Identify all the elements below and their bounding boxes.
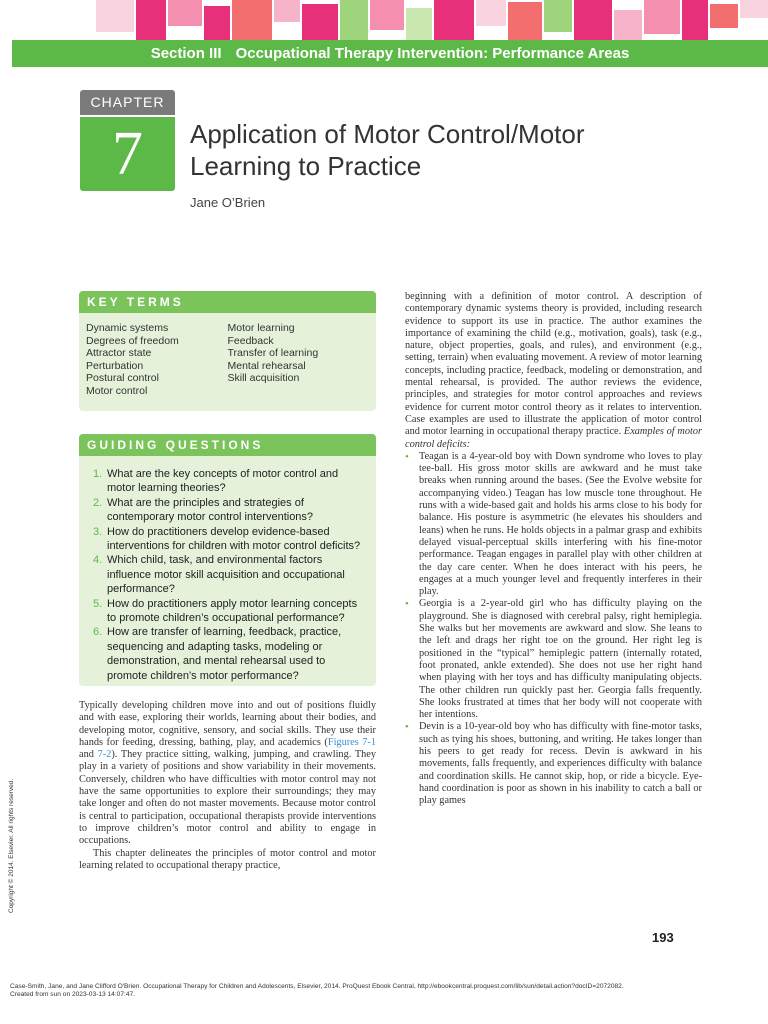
question-number: 3. (93, 525, 103, 538)
chapter-title: Application of Motor Control/Motor Learning to Practice (190, 119, 585, 181)
question-text: What are the key concepts of motor control and motor learning theories? (107, 468, 339, 495)
body-paragraph: This chapter delineates the principles of motor control and motor learning related to occupational therapy practice, (79, 847, 376, 871)
question-text: How do practitioners develop evidence-based interventions for children with motor control deficits? (107, 525, 361, 553)
mosaic-tile (644, 0, 680, 34)
figure-link-7-1[interactable]: Figures 7-1 (327, 736, 376, 748)
case-example-list (405, 451, 702, 808)
key-terms-box (79, 291, 376, 411)
mosaic-tile (682, 0, 708, 40)
guiding-questions-heading: GUIDING QUESTIONS (79, 434, 376, 456)
key-term: Motor learning (227, 322, 295, 334)
key-terms-column-1 (86, 322, 228, 397)
mosaic-tile (302, 4, 338, 40)
bullet-icon: • (405, 721, 409, 734)
guiding-question (93, 525, 368, 554)
guiding-question (93, 625, 368, 683)
left-column-body (79, 700, 376, 872)
guiding-question (93, 597, 368, 626)
mosaic-tile (274, 0, 300, 22)
question-number: 2. (93, 496, 103, 509)
citation-line: Case-Smith, Jane, and Jane Clifford O'Brien. Occupational Therapy for Children and Adolescents, Elsevier, 2014. ProQuest Ebook Central, http://ebookcentral.proquest.com/lib/sun/detail.action?docID=2072082. (10, 983, 624, 990)
mosaic-tile (204, 6, 230, 40)
case-text: Devin is a 10-year-old boy who has difficulty with fine-motor tasks, such as tying his shoes, buttoning, and writing. He takes longer than his peers to get ready for recess. Devin is awkward in his movements, falls frequently, and experiences difficulty with balance and coordination skills. He cannot skip, hop, or ride a bicycle. Eye-hand coordination is poor as shown in his inability to catch a ball or play games (419, 721, 702, 807)
question-number: 6. (93, 626, 103, 639)
key-terms-heading: KEY TERMS (79, 291, 376, 313)
mosaic-tile (136, 0, 166, 40)
question-text: How are transfer of learning, feedback, practice, sequencing and adapting tasks, modeling or demonstration, and mental rehearsal used to promote children’s motor performance? (107, 626, 342, 682)
mosaic-tile (340, 0, 368, 40)
mosaic-tile (544, 0, 572, 32)
header-mosaic-pattern (0, 0, 768, 40)
question-text: Which child, task, and environmental factors influence motor skill acquisition and occupational performance? (107, 554, 345, 596)
guiding-question (93, 553, 368, 596)
section-number: Section III (150, 45, 222, 62)
mosaic-tile (710, 4, 738, 28)
key-term: Feedback (227, 334, 274, 347)
figure-link-7-2[interactable]: 7-2 (97, 749, 112, 761)
paragraph-text: ). They practice sitting, walking, jumping, and crawling. They play in a variety of positions and show variability in their movements. Conversely, children who have difficulties with motor control may not have the same opportunities to explore their surroundings; they may take longer and often do not master movements. Because motor control is central to participation, occupational therapists provide interventions to improve children’s motor control and ability to engage in occupations. (79, 749, 376, 847)
key-term: Postural control (86, 372, 159, 384)
page-number: 193 (652, 930, 674, 945)
guiding-questions-box (79, 434, 376, 686)
case-example (405, 721, 702, 807)
guiding-question (93, 496, 368, 525)
created-line: Created from sun on 2023-03-13 14:07:47. (10, 991, 135, 998)
paragraph-text: beginning with a definition of motor control. A description of contemporary dynamic systems theory is provided, including research evidence to support its use in practice. The author examines the importance of examining the child (e.g., motivation, goals), task (e.g., nature, object properties, goals, and rules), and environment (e.g., setting, terrain) when evaluating movement. A review of motor learning concepts, including practice, feedback, modeling or demonstration, and mental rehearsal, is provided. The author reviews the evidence, principles, and strategies for motor control approaches and reviews evidence for current motor control theory as it relates to intervention. Case examples are used to illustrate the application of motor control and motor learning in occupational therapy practice. (405, 291, 702, 438)
mosaic-tile (740, 0, 768, 18)
case-example (405, 598, 702, 721)
key-term: Motor control (86, 384, 148, 397)
examples-heading: Examples of motor control deficits: (405, 426, 702, 450)
chapter-number: 7 (80, 117, 175, 191)
copyright-notice: Copyright © 2014. Elsevier. All rights reserved. (8, 778, 15, 913)
chapter-author: Jane O’Brien (190, 195, 266, 210)
case-text: Georgia is a 2-year-old girl who has difficulty playing on the playground. She is diagnosed with cerebral palsy, right hemiplegia. She walks but her movements are awkward and slow. She leans to the left and drags her right toe on the ground. Her right leg is positioned in the “typical” hemiplegic pattern (internally rotated, foot pronated, ankle extended). She does not use her right hand when playing with her toys and has difficulty manipulating objects. The other children run quickly past her. Georgia falls frequently. She looks frustrated at times that her body will not cooperate with her intentions. (419, 598, 702, 721)
mosaic-tile (370, 0, 404, 30)
key-term: Attractor state (86, 347, 152, 359)
key-term: Degrees of freedom (86, 334, 179, 347)
chapter-label: CHAPTER (80, 90, 175, 115)
case-text: Teagan is a 4-year-old boy with Down syndrome who loves to play tee-ball. His gross motor skills are awkward and he must take breaks when running around the bases. (See the Evolve website for accompanying video.) Teagan has low muscle tone throughout. He runs with a wide-based gait and holds his arms close to his body for balance. His posture is asymmetric (he elevates his shoulders and leans) when he runs. He holds objects in a palmar grasp and exhibits delayed visual-perceptual skills interfering with his fine-motor performance. Teagan engages in parallel play with other children at the day care center. When he does interact with his peers, he engages at a much younger level and frequently interferes in their play. (419, 450, 702, 598)
body-paragraph (405, 291, 702, 451)
bullet-icon: • (405, 598, 409, 611)
body-paragraph (79, 700, 376, 848)
key-term: Mental rehearsal (227, 359, 306, 372)
section-title: Occupational Therapy Intervention: Performance Areas (235, 45, 630, 62)
question-number: 1. (93, 468, 103, 480)
mosaic-tile (476, 0, 506, 26)
mosaic-tile (168, 0, 202, 26)
citation-footer (10, 983, 760, 999)
right-column-body (405, 291, 702, 807)
question-text: How do practitioners apply motor learning concepts to promote children’s occupational performance? (107, 597, 358, 625)
mosaic-tile (508, 2, 542, 40)
key-terms-column-2 (228, 322, 370, 397)
question-number: 5. (93, 597, 103, 610)
mosaic-tile (614, 10, 642, 40)
paragraph-text: Typically developing children move into and out of positions fluidly and with ease, exploring their worlds, learning about their bodies, and developing motor, cognitive, sensory, and social skills. They use their hands for feeding, dressing, bathing, play, and academics ( (79, 700, 376, 748)
question-text: What are the principles and strategies of contemporary motor control interventions? (107, 496, 314, 524)
mosaic-tile (96, 0, 134, 32)
guiding-questions-list (79, 456, 376, 683)
case-example (405, 451, 702, 599)
mosaic-tile (574, 0, 612, 40)
paragraph-text: and (79, 749, 98, 761)
key-term: Perturbation (86, 359, 144, 372)
key-term: Transfer of learning (227, 347, 319, 359)
guiding-question (93, 467, 368, 496)
mosaic-tile (232, 0, 272, 40)
key-term: Skill acquisition (227, 372, 300, 384)
question-number: 4. (93, 554, 103, 567)
mosaic-tile (434, 0, 474, 40)
key-term: Dynamic systems (86, 322, 169, 334)
section-banner (12, 40, 768, 67)
bullet-icon: • (405, 450, 409, 463)
mosaic-tile (406, 8, 432, 40)
